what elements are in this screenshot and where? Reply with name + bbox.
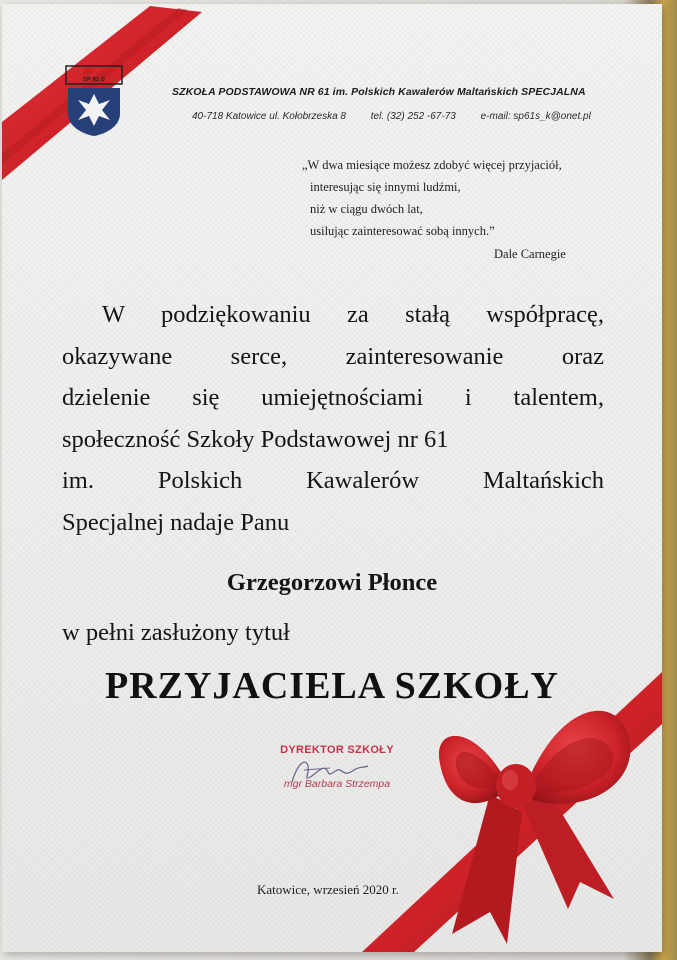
body-line: im. Polskich Kawalerów Maltańskich	[62, 467, 604, 494]
body-line: Specjalnej nadaje Panu	[62, 508, 290, 536]
certificate-body	[62, 294, 604, 543]
logo-text: SP 61 S	[83, 77, 105, 83]
recipient-name: Grzegorzowi Płonce	[226, 569, 438, 596]
certificate-title: PRZYJACIELA SZKOŁY	[104, 665, 560, 707]
director-name: mgr Barbara Strzempa	[283, 778, 391, 790]
quote-line: usilując zainteresować sobą innych.”	[310, 224, 495, 238]
quote-line: „W dwa miesiące możesz zdobyć więcej przyjaciół,	[302, 158, 562, 172]
school-email: e-mail: sp61s_k@onet.pl	[480, 111, 591, 122]
body-line: okazywane serce, zainteresowanie oraz	[62, 342, 604, 370]
pre-title: w pełni zasłużony tytuł	[62, 619, 290, 646]
certificate-paper	[2, 4, 662, 952]
director-role: DYREKTOR SZKOŁY	[280, 744, 394, 756]
quote-line: niż w ciągu dwóch lat,	[310, 202, 423, 216]
body-line: W podziękowaniu za stałą współpracę,	[102, 301, 604, 328]
school-name: SZKOŁA PODSTAWOWA NR 61 im. Polskich Kawalerów Maltańskich SPECJALNA	[172, 86, 586, 98]
school-logo	[64, 64, 124, 138]
body-line: społeczność Szkoły Podstawowej nr 61	[62, 425, 449, 453]
quote-author: Dale Carnegie	[494, 247, 566, 261]
quote-block	[302, 154, 632, 242]
quote-line: interesując się innymi ludźmi,	[310, 180, 461, 194]
red-bow-icon	[439, 711, 630, 944]
body-line: dzielenie się umiejętnościami i talentem,	[62, 384, 604, 411]
place-date: Katowice, wrzesień 2020 r.	[257, 882, 399, 897]
school-phone: tel. (32) 252 -67-73	[370, 111, 456, 122]
school-address: 40-718 Katowice ul. Kołobrzeska 8	[192, 111, 346, 122]
school-contact	[192, 111, 612, 122]
